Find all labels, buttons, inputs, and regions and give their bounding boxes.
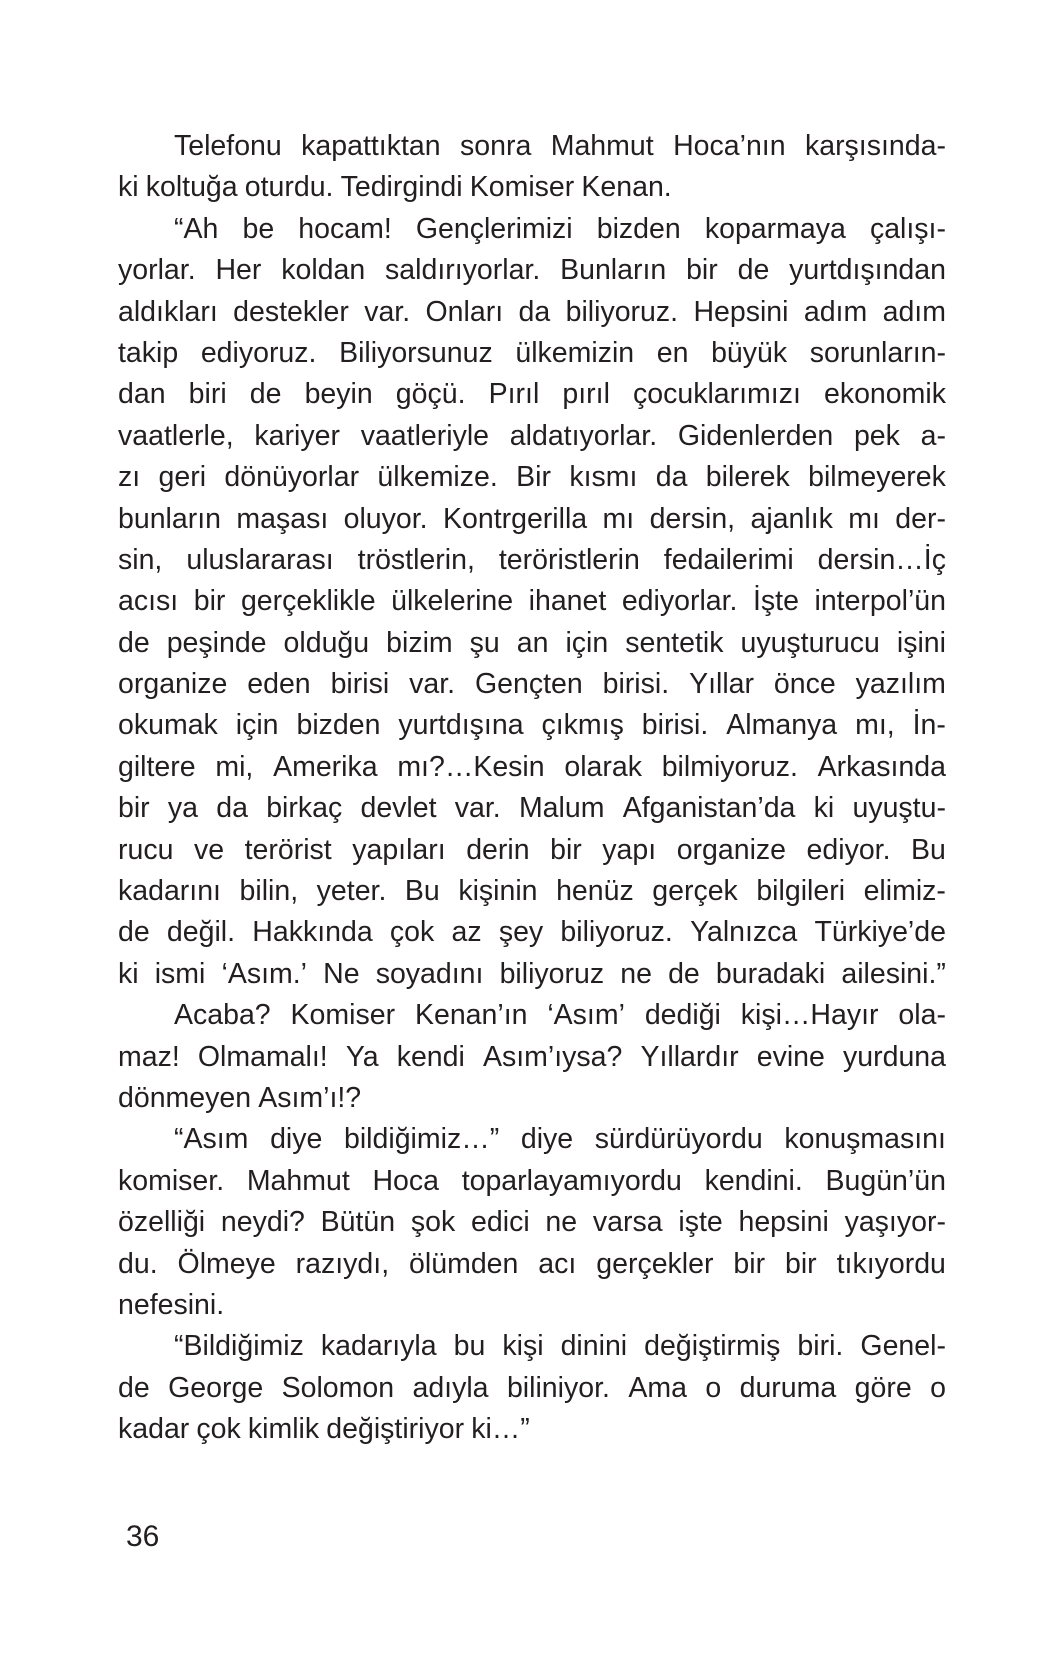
text-line: Acaba? Komiser Kenan’ın ‘Asım’ dediği kişi…Hayır ola- (174, 999, 946, 1032)
text-line: okumak için bizden yurtdışına çıkmış birisi. Almanya mı, İn- (118, 709, 946, 742)
text-line: de peşinde olduğu bizim şu an için sentetik uyuşturucu işini (118, 626, 946, 659)
text-line: de George Solomon adıyla biliniyor. Ama o duruma göre o (118, 1371, 946, 1404)
text-line: ki koltuğa oturdu. Tedirgindi Komiser Kenan. (118, 171, 672, 204)
text-line: kadarını bilin, yeter. Bu kişinin henüz gerçek bilgileri elimiz- (118, 875, 946, 908)
text-line: bunların maşası oluyor. Kontrgerilla mı dersin, ajanlık mı der- (118, 502, 946, 535)
text-line: sin, uluslararası tröstlerin, teröristlerin fedailerimi dersin…İç (118, 543, 946, 576)
text-line: takip ediyoruz. Biliyorsunuz ülkemizin en büyük sorunların- (118, 336, 946, 369)
text-line: rucu ve terörist yapıları derin bir yapı organize ediyor. Bu (118, 833, 946, 866)
text-line: vaatlerle, kariyer vaatleriyle aldatıyorlar. Gidenlerden pek a- (118, 419, 946, 452)
text-line: de değil. Hakkında çok az şey biliyoruz. Yalnızca Türkiye’de (118, 916, 946, 949)
text-line: komiser. Mahmut Hoca toparlayamıyordu kendini. Bugün’ün (118, 1164, 946, 1197)
text-line: kadar çok kimlik değiştiriyor ki…” (118, 1413, 530, 1446)
text-line: “Asım diye bildiğimiz…” diye sürdürüyordu konuşmasını (174, 1123, 946, 1156)
text-line: aldıkları destekler var. Onları da biliyoruz. Hepsini adım adım (118, 295, 946, 328)
text-line: “Ah be hocam! Gençlerimizi bizden koparmaya çalışı- (174, 212, 946, 245)
text-line: zı geri dönüyorlar ülkemize. Bir kısmı da bilerek bilmeyerek (118, 461, 946, 494)
body-text (118, 126, 946, 1451)
text-line: bir ya da birkaç devlet var. Malum Afganistan’da ki uyuştu- (118, 792, 946, 825)
text-line: dan biri de beyin göçü. Pırıl pırıl çocuklarımızı ekonomik (118, 378, 946, 411)
text-line: nefesini. (118, 1288, 225, 1321)
text-line: giltere mi, Amerika mı?…Kesin olarak bilmiyoruz. Arkasında (118, 750, 946, 783)
page-number: 36 (126, 1520, 160, 1553)
text-line: maz! Olmamalı! Ya kendi Asım’ıysa? Yıllardır evine yurduna (118, 1040, 946, 1073)
text-line: “Bildiğimiz kadarıyla bu kişi dinini değiştirmiş biri. Genel- (174, 1330, 946, 1363)
text-line: yorlar. Her koldan saldırıyorlar. Bunların bir de yurtdışından (118, 254, 946, 287)
text-line: acısı bir gerçeklikle ülkelerine ihanet ediyorlar. İşte interpol’ün (118, 585, 946, 618)
text-line: dönmeyen Asım’ı!? (118, 1081, 362, 1114)
text-line: özelliği neydi? Bütün şok edici ne varsa işte hepsini yaşıyor- (118, 1206, 946, 1239)
text-line: organize eden birisi var. Gençten birisi. Yıllar önce yazılım (118, 668, 946, 701)
text-line: Telefonu kapattıktan sonra Mahmut Hoca’nın karşısında- (174, 130, 946, 162)
text-line: ki ismi ‘Asım.’ Ne soyadını biliyoruz ne de buradaki ailesini.” (118, 957, 946, 990)
text-line: du. Ölmeye razıydı, ölümden acı gerçekler bir bir tıkıyordu (118, 1247, 946, 1280)
